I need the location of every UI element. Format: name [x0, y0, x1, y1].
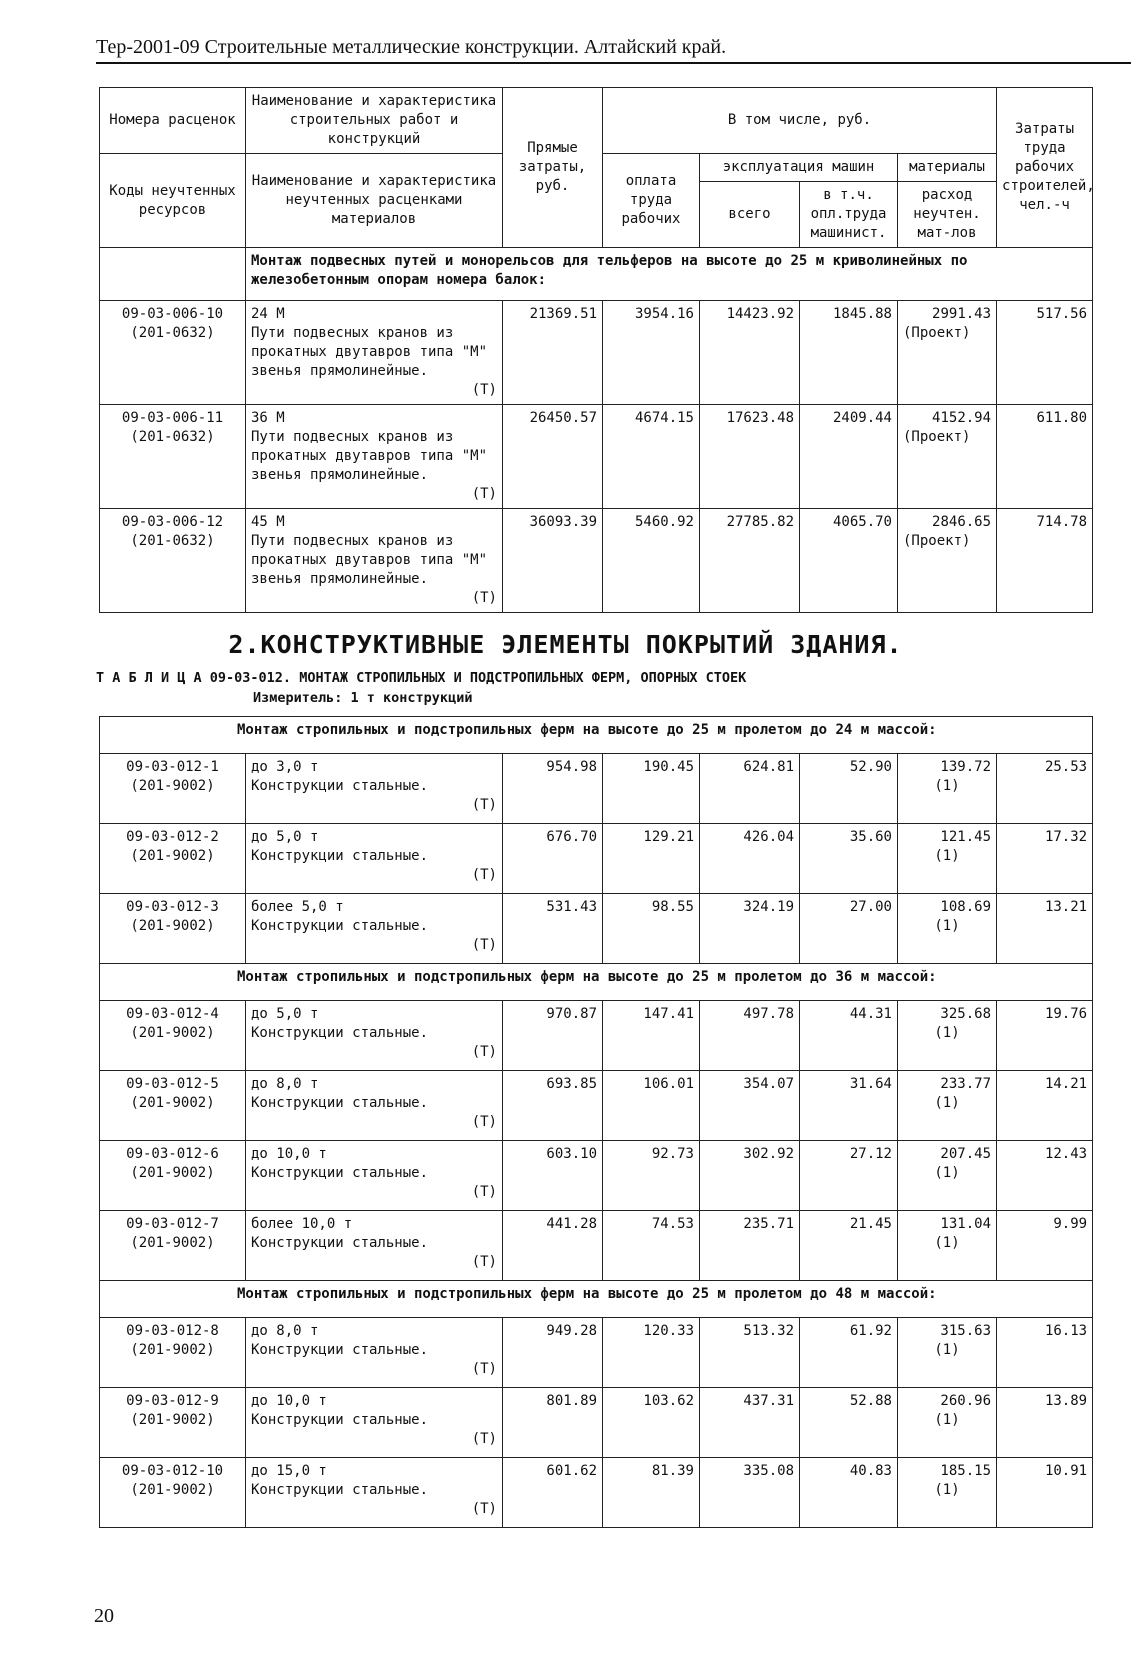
rates-table-2	[99, 716, 1093, 1528]
description: Пути подвесных кранов из прокатных двутавров типа "М" звенья прямолинейные.	[251, 533, 488, 587]
rate-code-cell	[100, 1388, 246, 1458]
material-cell	[898, 405, 997, 509]
wage-cost: 147.41	[603, 1001, 700, 1071]
col-name-bottom: Наименование и характеристика неучтенных расценками материалов	[246, 154, 503, 248]
material-cell	[898, 1388, 997, 1458]
unit-mark: (Т)	[471, 382, 497, 398]
table-row	[100, 1388, 1093, 1458]
col-machines: эксплуатация машин	[700, 154, 898, 182]
rate-code: 09-03-006-12	[121, 514, 224, 530]
material-cost: 2991.43	[932, 306, 992, 322]
rate-code-cell	[100, 824, 246, 894]
size: до 8,0 т	[251, 1076, 319, 1092]
size: до 3,0 т	[251, 759, 319, 775]
material-cost: 207.45	[940, 1146, 991, 1162]
resource-code: (201-9002)	[130, 848, 215, 864]
unit-mark: (Т)	[471, 1501, 497, 1517]
rate-code: 09-03-012-6	[126, 1146, 219, 1162]
table-row	[100, 894, 1093, 964]
machine-cost: 513.32	[700, 1318, 800, 1388]
col-mach-total: всего	[700, 182, 800, 248]
description: Конструкции стальные.	[251, 1342, 429, 1358]
labor-cost: 14.21	[997, 1071, 1093, 1141]
size: до 10,0 т	[251, 1146, 327, 1162]
material-note: (1)	[934, 1482, 960, 1498]
resource-code: (201-9002)	[130, 1165, 215, 1181]
section-title: Монтаж подвесных путей и монорельсов для тельферов на высоте до 25 м криволинейных по железобетонным опорам номера балок:	[246, 248, 1093, 301]
rate-code-cell	[100, 1001, 246, 1071]
unit-mark: (Т)	[471, 486, 497, 502]
unit-mark: (Т)	[471, 937, 497, 953]
material-note: (Проект)	[903, 429, 971, 445]
machine-cost: 14423.92	[700, 301, 800, 405]
machine-wage: 31.64	[800, 1071, 898, 1141]
col-name-top: Наименование и характеристика строительных работ и конструкций	[246, 88, 503, 154]
wage-cost: 106.01	[603, 1071, 700, 1141]
material-cell	[898, 1211, 997, 1281]
description-cell	[246, 1458, 503, 1528]
description-cell	[246, 1211, 503, 1281]
machine-wage: 4065.70	[800, 509, 898, 613]
material-cell	[898, 1458, 997, 1528]
col-labor: Затраты труда рабочих строителей, чел.-ч	[997, 88, 1093, 248]
description: Пути подвесных кранов из прокатных двутавров типа "М" звенья прямолинейные.	[251, 325, 488, 379]
description-cell	[246, 824, 503, 894]
machine-cost: 426.04	[700, 824, 800, 894]
description-cell	[246, 1001, 503, 1071]
labor-cost: 19.76	[997, 1001, 1093, 1071]
machine-cost: 437.31	[700, 1388, 800, 1458]
labor-cost: 517.56	[997, 301, 1093, 405]
running-title: Тер-2001-09 Строительные металлические конструкции. Алтайский край.	[96, 36, 727, 58]
size: до 10,0 т	[251, 1393, 327, 1409]
group-title: Монтаж стропильных и подстропильных ферм на высоте до 25 м пролетом до 24 м массой:	[100, 717, 1093, 754]
description: Конструкции стальные.	[251, 1095, 429, 1111]
rate-code: 09-03-012-1	[126, 759, 219, 775]
labor-cost: 9.99	[997, 1211, 1093, 1281]
table-row	[100, 824, 1093, 894]
table-row	[100, 1141, 1093, 1211]
col-code-top: Номера расценок	[100, 88, 246, 154]
resource-code: (201-9002)	[130, 1025, 215, 1041]
resource-code: (201-0632)	[130, 325, 215, 341]
material-note: (1)	[934, 1025, 960, 1041]
rate-code: 09-03-012-8	[126, 1323, 219, 1339]
unit-mark: (Т)	[471, 1114, 497, 1130]
material-cost: 325.68	[940, 1006, 991, 1022]
labor-cost: 17.32	[997, 824, 1093, 894]
description: Конструкции стальные.	[251, 1025, 429, 1041]
material-cell	[898, 1071, 997, 1141]
labor-cost: 13.21	[997, 894, 1093, 964]
material-note: (1)	[934, 848, 960, 864]
group-title-row	[100, 1281, 1093, 1318]
material-cost: 108.69	[940, 899, 991, 915]
size: до 15,0 т	[251, 1463, 327, 1479]
material-note: (1)	[934, 1412, 960, 1428]
material-cell	[898, 1318, 997, 1388]
machine-cost: 302.92	[700, 1141, 800, 1211]
direct-cost: 36093.39	[503, 509, 603, 613]
unit-mark: (Т)	[471, 1044, 497, 1060]
machine-wage: 44.31	[800, 1001, 898, 1071]
material-cell	[898, 824, 997, 894]
material-cost: 260.96	[940, 1393, 991, 1409]
resource-code: (201-9002)	[130, 1235, 215, 1251]
resource-code: (201-0632)	[130, 429, 215, 445]
table-row	[100, 405, 1093, 509]
wage-cost: 5460.92	[603, 509, 700, 613]
description-cell	[246, 1071, 503, 1141]
col-mat-expense: расход неучтен. мат-лов	[898, 182, 997, 248]
col-incl: В том числе, руб.	[603, 88, 997, 154]
header-rule	[96, 62, 1131, 64]
rate-code: 09-03-012-2	[126, 829, 219, 845]
description-cell	[246, 1141, 503, 1211]
wage-cost: 103.62	[603, 1388, 700, 1458]
machine-wage: 52.88	[800, 1388, 898, 1458]
unit-mark: (Т)	[471, 1184, 497, 1200]
machine-cost: 17623.48	[700, 405, 800, 509]
header-row-1	[100, 88, 1093, 154]
machine-wage: 1845.88	[800, 301, 898, 405]
machine-cost: 624.81	[700, 754, 800, 824]
description: Конструкции стальные.	[251, 1165, 429, 1181]
description-cell	[246, 509, 503, 613]
wage-cost: 129.21	[603, 824, 700, 894]
description-cell	[246, 1388, 503, 1458]
material-cell	[898, 1001, 997, 1071]
rate-code-cell	[100, 1071, 246, 1141]
labor-cost: 10.91	[997, 1458, 1093, 1528]
machine-cost: 235.71	[700, 1211, 800, 1281]
description: Пути подвесных кранов из прокатных двутавров типа "М" звенья прямолинейные.	[251, 429, 488, 483]
group-title: Монтаж стропильных и подстропильных ферм на высоте до 25 м пролетом до 36 м массой:	[100, 964, 1093, 1001]
col-mach-wage: в т.ч. опл.труда машинист.	[800, 182, 898, 248]
machine-wage: 35.60	[800, 824, 898, 894]
material-note: (1)	[934, 1342, 960, 1358]
wage-cost: 4674.15	[603, 405, 700, 509]
rate-code: 09-03-012-10	[121, 1463, 224, 1479]
labor-cost: 12.43	[997, 1141, 1093, 1211]
material-cost: 185.15	[940, 1463, 991, 1479]
resource-code: (201-0632)	[130, 533, 215, 549]
labor-cost: 611.80	[997, 405, 1093, 509]
description: Конструкции стальные.	[251, 778, 429, 794]
material-note: (1)	[934, 1235, 960, 1251]
material-cell	[898, 754, 997, 824]
machine-wage: 52.90	[800, 754, 898, 824]
col-wage: оплата труда рабочих	[603, 154, 700, 248]
direct-cost: 693.85	[503, 1071, 603, 1141]
size: 36 М	[251, 410, 285, 426]
material-cost: 2846.65	[932, 514, 992, 530]
direct-cost: 676.70	[503, 824, 603, 894]
resource-code: (201-9002)	[130, 1342, 215, 1358]
group-title-row	[100, 964, 1093, 1001]
direct-cost: 949.28	[503, 1318, 603, 1388]
rate-code: 09-03-012-3	[126, 899, 219, 915]
material-note: (1)	[934, 778, 960, 794]
material-cell	[898, 301, 997, 405]
direct-cost: 26450.57	[503, 405, 603, 509]
direct-cost: 531.43	[503, 894, 603, 964]
direct-cost: 801.89	[503, 1388, 603, 1458]
rate-code-cell	[100, 509, 246, 613]
description-cell	[246, 1318, 503, 1388]
rate-code-cell	[100, 1458, 246, 1528]
rate-code: 09-03-006-10	[121, 306, 224, 322]
rate-code: 09-03-006-11	[121, 410, 224, 426]
rate-code: 09-03-012-4	[126, 1006, 219, 1022]
labor-cost: 16.13	[997, 1318, 1093, 1388]
machine-wage: 40.83	[800, 1458, 898, 1528]
rate-code-cell	[100, 754, 246, 824]
rate-code-cell	[100, 301, 246, 405]
unit-mark: (Т)	[471, 797, 497, 813]
direct-cost: 603.10	[503, 1141, 603, 1211]
table-row	[100, 754, 1093, 824]
col-code-bottom: Коды неучтенных ресурсов	[100, 154, 246, 248]
size: более 5,0 т	[251, 899, 344, 915]
section-row	[100, 248, 1093, 301]
resource-code: (201-9002)	[130, 778, 215, 794]
wage-cost: 81.39	[603, 1458, 700, 1528]
table-row	[100, 1458, 1093, 1528]
table-row	[100, 1001, 1093, 1071]
machine-wage: 2409.44	[800, 405, 898, 509]
machine-wage: 27.12	[800, 1141, 898, 1211]
material-cell	[898, 894, 997, 964]
size: более 10,0 т	[251, 1216, 353, 1232]
unit-mark: (Т)	[471, 1361, 497, 1377]
description-cell	[246, 301, 503, 405]
description: Конструкции стальные.	[251, 1235, 429, 1251]
resource-code: (201-9002)	[130, 918, 215, 934]
rates-table-1	[99, 87, 1093, 613]
material-cost: 4152.94	[932, 410, 992, 426]
material-note: (1)	[934, 1165, 960, 1181]
machine-cost: 335.08	[700, 1458, 800, 1528]
wage-cost: 3954.16	[603, 301, 700, 405]
description: Конструкции стальные.	[251, 848, 429, 864]
page-number: 20	[94, 1605, 114, 1627]
machine-cost: 27785.82	[700, 509, 800, 613]
table-caption: Т А Б Л И Ц А 09-03-012. МОНТАЖ СТРОПИЛЬНЫХ И ПОДСТРОПИЛЬНЫХ ФЕРМ, ОПОРНЫХ СТОЕК	[96, 670, 747, 686]
wage-cost: 92.73	[603, 1141, 700, 1211]
section-blank	[100, 248, 246, 301]
size: 24 М	[251, 306, 285, 322]
table-2-body	[100, 717, 1093, 1528]
material-note: (1)	[934, 1095, 960, 1111]
material-cell	[898, 509, 997, 613]
wage-cost: 98.55	[603, 894, 700, 964]
col-direct: Прямые затраты, руб.	[503, 88, 603, 248]
description: Конструкции стальные.	[251, 1482, 429, 1498]
table-row	[100, 1211, 1093, 1281]
material-cell	[898, 1141, 997, 1211]
material-note: (Проект)	[903, 533, 971, 549]
description: Конструкции стальные.	[251, 1412, 429, 1428]
machine-cost: 497.78	[700, 1001, 800, 1071]
rate-code: 09-03-012-7	[126, 1216, 219, 1232]
direct-cost: 21369.51	[503, 301, 603, 405]
machine-wage: 27.00	[800, 894, 898, 964]
material-note: (1)	[934, 918, 960, 934]
section-heading: 2.КОНСТРУКТИВНЫЕ ЭЛЕМЕНТЫ ПОКРЫТИЙ ЗДАНИЯ.	[228, 630, 903, 659]
description-cell	[246, 405, 503, 509]
group-title: Монтаж стропильных и подстропильных ферм на высоте до 25 м пролетом до 48 м массой:	[100, 1281, 1093, 1318]
machine-cost: 324.19	[700, 894, 800, 964]
direct-cost: 970.87	[503, 1001, 603, 1071]
table-row	[100, 301, 1093, 405]
machine-wage: 61.92	[800, 1318, 898, 1388]
direct-cost: 441.28	[503, 1211, 603, 1281]
labor-cost: 25.53	[997, 754, 1093, 824]
material-cost: 233.77	[940, 1076, 991, 1092]
rate-code: 09-03-012-5	[126, 1076, 219, 1092]
rate-code-cell	[100, 1141, 246, 1211]
resource-code: (201-9002)	[130, 1482, 215, 1498]
resource-code: (201-9002)	[130, 1095, 215, 1111]
table-row	[100, 1071, 1093, 1141]
description-cell	[246, 894, 503, 964]
direct-cost: 601.62	[503, 1458, 603, 1528]
col-materials: материалы	[898, 154, 997, 182]
labor-cost: 714.78	[997, 509, 1093, 613]
wage-cost: 120.33	[603, 1318, 700, 1388]
size: до 5,0 т	[251, 1006, 319, 1022]
material-cost: 121.45	[940, 829, 991, 845]
meter-label: Измеритель: 1 т конструкций	[253, 690, 473, 706]
wage-cost: 74.53	[603, 1211, 700, 1281]
rate-code-cell	[100, 1211, 246, 1281]
material-cost: 315.63	[940, 1323, 991, 1339]
unit-mark: (Т)	[471, 1431, 497, 1447]
material-cost: 131.04	[940, 1216, 991, 1232]
unit-mark: (Т)	[471, 1254, 497, 1270]
table-row	[100, 1318, 1093, 1388]
direct-cost: 954.98	[503, 754, 603, 824]
labor-cost: 13.89	[997, 1388, 1093, 1458]
rate-code: 09-03-012-9	[126, 1393, 219, 1409]
material-cost: 139.72	[940, 759, 991, 775]
rate-code-cell	[100, 894, 246, 964]
unit-mark: (Т)	[471, 590, 497, 606]
size: 45 М	[251, 514, 285, 530]
rate-code-cell	[100, 1318, 246, 1388]
machine-wage: 21.45	[800, 1211, 898, 1281]
material-note: (Проект)	[903, 325, 971, 341]
size: до 8,0 т	[251, 1323, 319, 1339]
unit-mark: (Т)	[471, 867, 497, 883]
size: до 5,0 т	[251, 829, 319, 845]
rate-code-cell	[100, 405, 246, 509]
description: Конструкции стальные.	[251, 918, 429, 934]
wage-cost: 190.45	[603, 754, 700, 824]
group-title-row	[100, 717, 1093, 754]
machine-cost: 354.07	[700, 1071, 800, 1141]
resource-code: (201-9002)	[130, 1412, 215, 1428]
table-row	[100, 509, 1093, 613]
description-cell	[246, 754, 503, 824]
